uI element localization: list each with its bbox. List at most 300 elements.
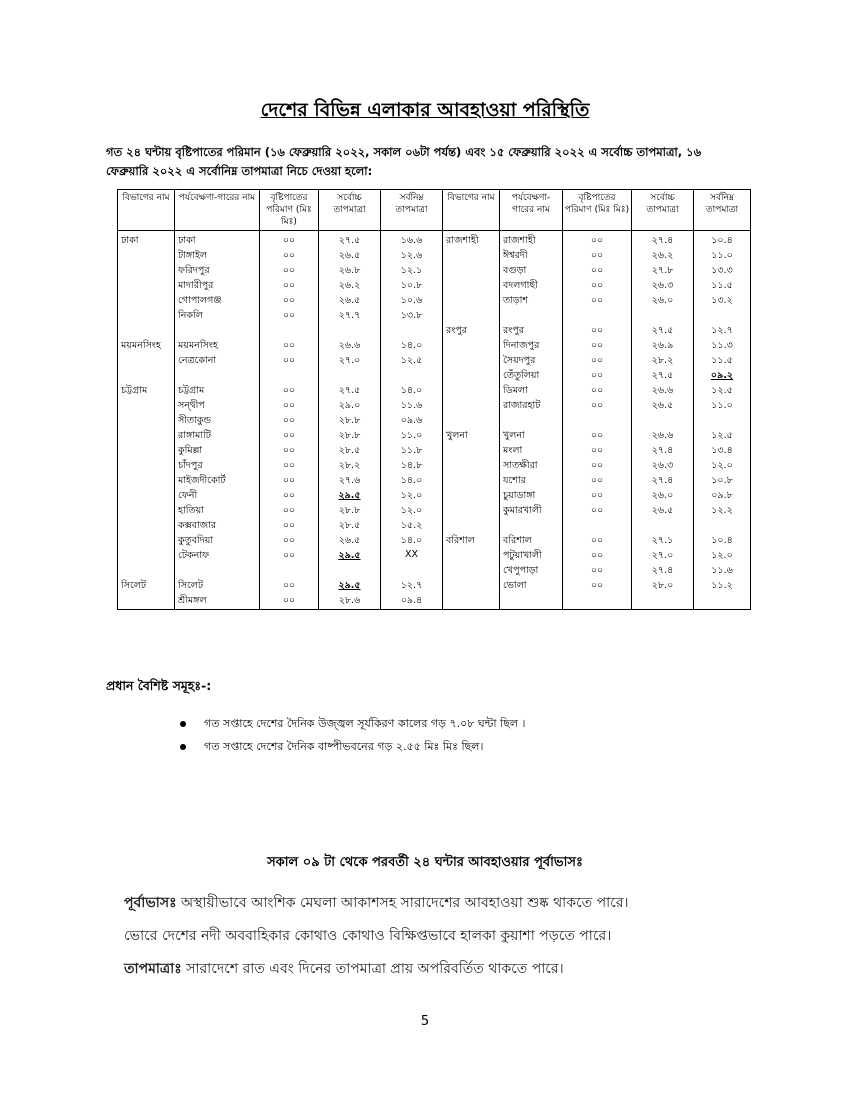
min-temp-cell: ১৩.২: [694, 294, 751, 309]
max-temp-cell: ২৮.২: [632, 354, 694, 369]
max-temp-cell: ২৬.০: [632, 489, 694, 504]
min-temp-cell: ১১.০: [381, 429, 443, 444]
min-temp-cell: ১৪.৮: [381, 459, 443, 474]
min-temp-cell: [694, 414, 751, 429]
max-temp-cell: ২৭.৭: [319, 309, 381, 324]
max-temp-cell: ২৮.২: [319, 459, 381, 474]
max-temp-cell: ২৭.৮: [632, 264, 694, 279]
table-row: [118, 534, 751, 549]
rainfall-cell: ০০: [260, 231, 319, 250]
division-cell: [443, 369, 500, 384]
min-temp-cell: ১০.৪: [694, 231, 751, 250]
division-cell: [443, 294, 500, 309]
rainfall-cell: ০০: [563, 369, 632, 384]
header-max-temp: সর্বোচ্চ তাপমাত্রা: [319, 190, 381, 231]
max-temp-cell: ২৯.৫: [319, 579, 381, 594]
table-row: [118, 354, 751, 369]
division-cell: [443, 249, 500, 264]
division-cell: [118, 564, 175, 579]
min-temp-cell: ১২.০: [381, 489, 443, 504]
list-item: [180, 735, 526, 758]
division-cell: [443, 594, 500, 610]
division-cell: [443, 354, 500, 369]
table-row: [118, 264, 751, 279]
list-item-text: গত সপ্তাহে দেশের দৈনিক উজ্জ্বল সূর্যকিরণ কালের গড় ৭.০৮ ঘন্টা ছিল ।: [204, 717, 526, 730]
station-cell: সৈয়দপুর: [500, 354, 563, 369]
rainfall-cell: ০০: [260, 579, 319, 594]
max-temp-cell: ২৭.৫: [319, 231, 381, 250]
rainfall-cell: ০০: [260, 264, 319, 279]
rainfall-cell: ০০: [260, 339, 319, 354]
rainfall-cell: ০০: [260, 309, 319, 324]
min-temp-cell: ১৩.৩: [694, 264, 751, 279]
division-cell: [443, 519, 500, 534]
min-temp-cell: ১২.৫: [381, 354, 443, 369]
rainfall-cell: ০০: [563, 399, 632, 414]
division-cell: [118, 594, 175, 610]
max-temp-cell: ২৬.৬: [632, 384, 694, 399]
station-cell: চাঁদপুর: [175, 459, 260, 474]
station-cell: খেপুপাড়া: [500, 564, 563, 579]
header-division: বিভাগের নাম: [443, 190, 500, 231]
table-row: [118, 249, 751, 264]
division-cell: [118, 399, 175, 414]
rainfall-cell: ০০: [563, 354, 632, 369]
min-temp-cell: [381, 564, 443, 579]
rainfall-cell: ০০: [563, 534, 632, 549]
station-cell: মাইজদীকোর্ট: [175, 474, 260, 489]
max-temp-cell: [632, 414, 694, 429]
min-temp-cell: ১২.৫: [694, 429, 751, 444]
rainfall-cell: ০০: [260, 489, 319, 504]
station-cell: সন্দ্বীপ: [175, 399, 260, 414]
min-temp-cell: XX: [381, 549, 443, 564]
division-cell: খুলনা: [443, 429, 500, 444]
division-cell: চট্টগ্রাম: [118, 384, 175, 399]
min-temp-cell: ০৯.৪: [381, 594, 443, 610]
table-row: [118, 459, 751, 474]
station-cell: ময়মনসিংহ: [175, 339, 260, 354]
rainfall-cell: ০০: [260, 414, 319, 429]
division-cell: [443, 279, 500, 294]
rainfall-cell: ০০: [260, 249, 319, 264]
page-number: 5: [420, 1014, 430, 1029]
min-temp-cell: ১৬.৬: [381, 231, 443, 250]
min-temp-cell: ১২.০: [381, 504, 443, 519]
station-cell: ফেনী: [175, 489, 260, 504]
forecast-line-text: অস্থায়ীভাবে আংশিক মেঘলা আকাশসহ সারাদেশের আবহাওয়া শুষ্ক থাকতে পারে।: [176, 895, 629, 911]
table-row: [118, 489, 751, 504]
station-cell: পটুয়াখালী: [500, 549, 563, 564]
station-cell: টেকনাফ: [175, 549, 260, 564]
station-cell: তেঁতুলিয়া: [500, 369, 563, 384]
max-temp-cell: ২৯.০: [319, 399, 381, 414]
max-temp-cell: ২৭.৫: [632, 369, 694, 384]
rainfall-cell: ০০: [563, 264, 632, 279]
rainfall-cell: [563, 309, 632, 324]
rainfall-cell: ০০: [563, 249, 632, 264]
max-temp-cell: ২৬.৫: [632, 399, 694, 414]
header-rainfall: বৃষ্টিপাতের পরিমাণ (মিঃ মিঃ): [260, 190, 319, 231]
division-cell: [118, 249, 175, 264]
max-temp-cell: ২৭.৫: [632, 324, 694, 339]
min-temp-cell: [694, 309, 751, 324]
rainfall-cell: ০০: [260, 384, 319, 399]
station-cell: [500, 519, 563, 534]
division-cell: [443, 549, 500, 564]
table-row: [118, 339, 751, 354]
max-temp-cell: [632, 594, 694, 610]
min-temp-cell: ১১.২: [694, 579, 751, 594]
forecast-line: [124, 920, 629, 953]
max-temp-cell: ২৭.৪: [632, 564, 694, 579]
bullet-icon: [180, 721, 186, 727]
min-temp-cell: ১০.৮: [381, 279, 443, 294]
list-item: [180, 712, 526, 735]
table-row: [118, 444, 751, 459]
rainfall-cell: ০০: [260, 294, 319, 309]
min-temp-cell: ১১.৬: [381, 399, 443, 414]
table-row: [118, 594, 751, 610]
division-cell: রাজশাহী: [443, 231, 500, 250]
max-temp-cell: ২৭.৪: [632, 231, 694, 250]
division-cell: [118, 459, 175, 474]
rainfall-cell: ০০: [260, 279, 319, 294]
station-cell: বদলগাছী: [500, 279, 563, 294]
division-cell: রংপুর: [443, 324, 500, 339]
rainfall-cell: ০০: [563, 564, 632, 579]
table-row: [118, 294, 751, 309]
station-cell: কুমারখালী: [500, 504, 563, 519]
rainfall-cell: ০০: [260, 399, 319, 414]
division-cell: [118, 369, 175, 384]
division-cell: [118, 549, 175, 564]
station-cell: [175, 369, 260, 384]
max-temp-cell: ২৭.৫: [319, 384, 381, 399]
division-cell: ময়মনসিংহ: [118, 339, 175, 354]
rainfall-cell: ০০: [260, 459, 319, 474]
header-max-temp: সর্বোচ্চ তাপমাত্রা: [632, 190, 694, 231]
division-cell: ঢাকা: [118, 231, 175, 250]
station-cell: হাতিয়া: [175, 504, 260, 519]
division-cell: [443, 339, 500, 354]
station-cell: ভোলা: [500, 579, 563, 594]
division-cell: [118, 489, 175, 504]
table-row: [118, 474, 751, 489]
min-temp-cell: ১১.৮: [381, 444, 443, 459]
max-temp-cell: [319, 324, 381, 339]
division-cell: [118, 429, 175, 444]
station-cell: টাঙ্গাইল: [175, 249, 260, 264]
max-temp-cell: ২৬.৬: [319, 339, 381, 354]
header-rainfall: বৃষ্টিপাতের পরিমাণ (মিঃ মিঃ): [563, 190, 632, 231]
table-row: [118, 549, 751, 564]
rainfall-cell: ০০: [563, 339, 632, 354]
header-station: পর্যবেক্ষণা-গারের নাম: [175, 190, 260, 231]
max-temp-cell: ২৬.৫: [632, 504, 694, 519]
station-cell: কুতুবদিয়া: [175, 534, 260, 549]
min-temp-cell: ১২.১: [381, 264, 443, 279]
max-temp-cell: ২৭.০: [319, 354, 381, 369]
table-row: [118, 369, 751, 384]
table-body: [118, 231, 751, 610]
temperature-label: তাপমাত্রাঃ: [124, 961, 182, 977]
station-cell: মাদারীপুর: [175, 279, 260, 294]
header-station: পর্যবেক্ষণা-গারের নাম: [500, 190, 563, 231]
station-cell: শ্রীমঙ্গল: [175, 594, 260, 610]
table-row: [118, 399, 751, 414]
table-row: [118, 324, 751, 339]
bullet-icon: [180, 744, 186, 750]
max-temp-cell: ২৮.৫: [319, 444, 381, 459]
station-cell: ডিমলা: [500, 384, 563, 399]
table-row: [118, 309, 751, 324]
forecast-heading: সকাল ০৯ টা থেকে পরবর্তী ২৪ ঘন্টার আবহাওয়ার পূর্বাভাসঃ: [267, 855, 583, 870]
division-cell: [118, 474, 175, 489]
min-temp-cell: ১২.০: [694, 549, 751, 564]
rainfall-cell: [260, 369, 319, 384]
min-temp-cell: ০৯.৮: [694, 489, 751, 504]
division-cell: [118, 534, 175, 549]
min-temp-cell: ১৪.০: [381, 384, 443, 399]
division-cell: [443, 309, 500, 324]
max-temp-cell: ২৬.৫: [319, 249, 381, 264]
min-temp-cell: ১০.৬: [381, 294, 443, 309]
max-temp-cell: ২৬.৬: [632, 429, 694, 444]
rainfall-cell: ০০: [563, 459, 632, 474]
table-header-row: [118, 190, 751, 231]
division-cell: [443, 474, 500, 489]
station-cell: দিনাজপুর: [500, 339, 563, 354]
station-cell: ফরিদপুর: [175, 264, 260, 279]
max-temp-cell: ২৮.৮: [319, 414, 381, 429]
station-cell: সীতাকুন্ড: [175, 414, 260, 429]
rainfall-cell: ০০: [563, 549, 632, 564]
max-temp-cell: ২৬.৩: [632, 459, 694, 474]
rainfall-cell: ০০: [260, 444, 319, 459]
forecast-label: পূর্বাভাসঃ: [124, 895, 177, 911]
rainfall-cell: [260, 324, 319, 339]
max-temp-cell: ২৭.০: [632, 549, 694, 564]
min-temp-cell: ১০.৮: [694, 474, 751, 489]
min-temp-cell: ১০.৪: [694, 534, 751, 549]
table-row: [118, 429, 751, 444]
division-cell: [443, 444, 500, 459]
station-cell: বগুড়া: [500, 264, 563, 279]
min-temp-cell: ১১.০: [694, 399, 751, 414]
rainfall-cell: ০০: [563, 231, 632, 250]
header-division: বিভাগের নাম: [118, 190, 175, 231]
station-cell: কুমিল্লা: [175, 444, 260, 459]
station-cell: বরিশাল: [500, 534, 563, 549]
division-cell: [118, 324, 175, 339]
max-temp-cell: ২৮.৮: [319, 504, 381, 519]
max-temp-cell: ২৮.৮: [319, 429, 381, 444]
max-temp-cell: [632, 309, 694, 324]
min-temp-cell: ১৪.০: [381, 474, 443, 489]
division-cell: [118, 264, 175, 279]
division-cell: [443, 504, 500, 519]
min-temp-cell: ১৫.২: [381, 519, 443, 534]
station-cell: [175, 564, 260, 579]
station-cell: রংপুর: [500, 324, 563, 339]
table-row: [118, 519, 751, 534]
station-cell: ঢাকা: [175, 231, 260, 250]
features-list: [180, 712, 526, 758]
division-cell: বরিশাল: [443, 534, 500, 549]
rainfall-cell: ০০: [260, 519, 319, 534]
forecast-line-text: সারাদেশে রাত এবং দিনের তাপমাত্রা প্রায় অপরিবর্তিত থাকতে পারে।: [181, 961, 564, 977]
min-temp-cell: ১২.০: [694, 459, 751, 474]
max-temp-cell: ২৮.০: [632, 579, 694, 594]
station-cell: [175, 324, 260, 339]
rainfall-cell: ০০: [260, 429, 319, 444]
table-row: [118, 414, 751, 429]
max-temp-cell: ২৭.৬: [319, 474, 381, 489]
division-cell: [443, 489, 500, 504]
station-cell: তাড়াশ: [500, 294, 563, 309]
min-temp-cell: [694, 519, 751, 534]
forecast-text: [124, 887, 629, 986]
station-cell: রাজারহাট: [500, 399, 563, 414]
min-temp-cell: [381, 369, 443, 384]
max-temp-cell: ২৬.৫: [319, 534, 381, 549]
rainfall-cell: ০০: [563, 504, 632, 519]
station-cell: চুয়াডাঙ্গা: [500, 489, 563, 504]
max-temp-cell: ২৬.৩: [632, 279, 694, 294]
max-temp-cell: [632, 519, 694, 534]
rainfall-cell: ০০: [260, 354, 319, 369]
weather-table: [117, 189, 751, 610]
station-cell: ঈশ্বরদী: [500, 249, 563, 264]
forecast-line: [124, 887, 629, 920]
station-cell: [500, 414, 563, 429]
division-cell: [118, 414, 175, 429]
rainfall-cell: ০০: [563, 474, 632, 489]
station-cell: রাজশাহী: [500, 231, 563, 250]
intro-paragraph: গত ২৪ ঘন্টায় বৃষ্টিপাতের পরিমান (১৬ ফেব্রুয়ারি ২০২২, সকাল ০৬টা পর্যন্ত) এবং ১৫ ফেব্রুয়ারি ২০২২ এ সর্বোচ্চ তাপমাত্রা, ১৬ ফেব্রুয়ারি ২০২২ এ সর্বোনিম্ন তাপমাত্রা নিচে দেওয়া হলো:: [106, 145, 702, 178]
division-cell: [118, 444, 175, 459]
max-temp-cell: ২৬.০: [632, 294, 694, 309]
min-temp-cell: ১১.০: [694, 249, 751, 264]
rainfall-cell: ০০: [563, 294, 632, 309]
max-temp-cell: ২৬.৮: [319, 264, 381, 279]
max-temp-cell: ২৬.৫: [319, 294, 381, 309]
rainfall-cell: ০০: [563, 579, 632, 594]
rainfall-cell: [563, 594, 632, 610]
max-temp-cell: ২৭.১: [632, 534, 694, 549]
division-cell: [443, 459, 500, 474]
max-temp-cell: ২৭.৪: [632, 444, 694, 459]
division-cell: [118, 294, 175, 309]
rainfall-cell: ০০: [260, 504, 319, 519]
table-row: [118, 504, 751, 519]
min-temp-cell: [694, 594, 751, 610]
station-cell: যশোর: [500, 474, 563, 489]
rainfall-cell: ০০: [563, 444, 632, 459]
rainfall-cell: ০০: [563, 429, 632, 444]
table-row: [118, 384, 751, 399]
station-cell: সাতক্ষীরা: [500, 459, 563, 474]
max-temp-cell: ২৮.৬: [319, 594, 381, 610]
forecast-line-text: ভোরে দেশের নদী অববাহিকার কোথাও কোথাও বিক্ষিপ্তভাবে হালকা কুয়াশা পড়তে পারে।: [124, 928, 612, 944]
features-heading: প্রধান বৈশিষ্ট সমূহঃ-:: [106, 678, 212, 693]
division-cell: [118, 504, 175, 519]
rainfall-cell: ০০: [563, 279, 632, 294]
division-cell: [443, 399, 500, 414]
header-min-temp: সর্বনিম্ন তাপমাত্রা: [694, 190, 751, 231]
rainfall-cell: [563, 414, 632, 429]
division-cell: [118, 279, 175, 294]
forecast-line: [124, 953, 629, 986]
min-temp-cell: ০৯.৬: [381, 414, 443, 429]
min-temp-cell: ১২.৭: [381, 579, 443, 594]
station-cell: সিলেট: [175, 579, 260, 594]
division-cell: সিলেট: [118, 579, 175, 594]
rainfall-cell: ০০: [260, 474, 319, 489]
header-min-temp: সর্বনিম্ন তাপমাত্রা: [381, 190, 443, 231]
table-row: [118, 279, 751, 294]
rainfall-cell: [260, 564, 319, 579]
division-cell: [443, 564, 500, 579]
min-temp-cell: ১১.৫: [694, 279, 751, 294]
rainfall-cell: ০০: [260, 594, 319, 610]
max-temp-cell: ২৮.৫: [319, 519, 381, 534]
station-cell: [500, 594, 563, 610]
max-temp-cell: ২৬.৯: [632, 339, 694, 354]
max-temp-cell: ২৬.২: [632, 249, 694, 264]
min-temp-cell: ১২.৭: [694, 324, 751, 339]
max-temp-cell: ২৯.৫: [319, 489, 381, 504]
station-cell: [500, 309, 563, 324]
rainfall-cell: ০০: [260, 549, 319, 564]
min-temp-cell: [381, 324, 443, 339]
rainfall-cell: ০০: [563, 489, 632, 504]
station-cell: রাঙ্গামাটি: [175, 429, 260, 444]
division-cell: [443, 414, 500, 429]
list-item-text: গত সপ্তাহে দেশের দৈনিক বাষ্পীভবনের গড় ২.৫৫ মিঃ মিঃ ছিল।: [204, 740, 484, 753]
rainfall-cell: ০০: [563, 384, 632, 399]
min-temp-cell: ১১.৩: [694, 339, 751, 354]
station-cell: খুলনা: [500, 429, 563, 444]
table-row: [118, 231, 751, 250]
division-cell: [118, 519, 175, 534]
station-cell: নিকলি: [175, 309, 260, 324]
min-temp-cell: ১৪.০: [381, 339, 443, 354]
rainfall-cell: ০০: [563, 324, 632, 339]
rainfall-cell: ০০: [260, 534, 319, 549]
station-cell: গোপালগঞ্জ: [175, 294, 260, 309]
min-temp-cell: ১২.৫: [694, 384, 751, 399]
min-temp-cell: ০৯.২: [694, 369, 751, 384]
max-temp-cell: [319, 564, 381, 579]
max-temp-cell: ২৬.২: [319, 279, 381, 294]
division-cell: [443, 579, 500, 594]
station-cell: কক্সবাজার: [175, 519, 260, 534]
table-row: [118, 564, 751, 579]
division-cell: [118, 309, 175, 324]
min-temp-cell: ১১.৫: [694, 354, 751, 369]
min-temp-cell: ১৪.০: [381, 534, 443, 549]
min-temp-cell: ১৩.৪: [694, 444, 751, 459]
station-cell: মংলা: [500, 444, 563, 459]
max-temp-cell: ২৭.৪: [632, 474, 694, 489]
min-temp-cell: ১৩.৮: [381, 309, 443, 324]
rainfall-cell: [563, 519, 632, 534]
table-row: [118, 579, 751, 594]
min-temp-cell: ১২.৬: [381, 249, 443, 264]
division-cell: [443, 384, 500, 399]
